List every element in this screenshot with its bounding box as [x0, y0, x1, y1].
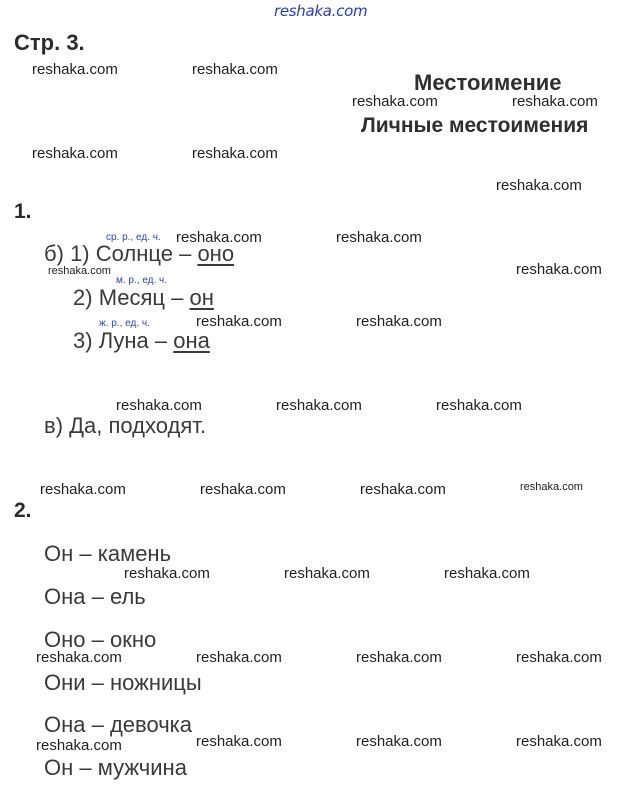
- topic-heading: Местоимение: [414, 70, 562, 95]
- watermark: reshaka.com: [520, 481, 583, 493]
- watermark: reshaka.com: [356, 733, 442, 750]
- watermark: reshaka.com: [32, 61, 118, 78]
- task-1-answer-v: в) Да, подходят.: [44, 413, 206, 438]
- task-2-line: Он – камень: [44, 541, 172, 566]
- item-number: 1): [70, 241, 90, 266]
- item-pronoun: он: [189, 285, 214, 310]
- item-word: Луна –: [98, 328, 174, 353]
- watermark: reshaka.com: [196, 313, 282, 330]
- item-number: 3): [73, 328, 93, 353]
- task-2-line: Он – мужчина: [44, 755, 187, 780]
- watermark: reshaka.com: [192, 61, 278, 78]
- subtopic-heading: Личные местоимения: [361, 114, 589, 137]
- watermark: reshaka.com: [196, 649, 282, 666]
- watermark: reshaka.com: [516, 733, 602, 750]
- watermark: reshaka.com: [36, 737, 122, 754]
- task-2-line: Оно – окно: [44, 627, 157, 652]
- watermark: reshaka.com: [336, 229, 422, 246]
- watermark: reshaka.com: [200, 481, 286, 498]
- item-word: Месяц –: [98, 285, 190, 310]
- task-1-item-3: [73, 328, 210, 354]
- item-number: 2): [73, 285, 93, 310]
- watermark: reshaka.com: [48, 265, 111, 277]
- watermark: reshaka.com: [512, 93, 598, 110]
- item-pronoun: оно: [197, 241, 235, 266]
- grammar-note: ж. р., ед. ч.: [99, 318, 150, 329]
- watermark: reshaka.com: [356, 313, 442, 330]
- task-2-line: Она – девочка: [44, 712, 193, 737]
- watermark: reshaka.com: [444, 565, 530, 582]
- task-1-item-2: [73, 285, 214, 311]
- watermark: reshaka.com: [176, 229, 262, 246]
- watermark: reshaka.com: [516, 261, 602, 278]
- task-2-line: Она – ель: [44, 584, 146, 609]
- watermark: reshaka.com: [436, 397, 522, 414]
- watermark: reshaka.com: [360, 481, 446, 498]
- grammar-note: м. р., ед. ч.: [116, 275, 168, 286]
- watermark: reshaka.com: [352, 93, 438, 110]
- watermark: reshaka.com: [356, 649, 442, 666]
- watermark: reshaka.com: [276, 397, 362, 414]
- watermark: reshaka.com: [284, 565, 370, 582]
- site-watermark-top: reshaka.com: [274, 2, 368, 20]
- watermark: reshaka.com: [192, 145, 278, 162]
- watermark: reshaka.com: [516, 649, 602, 666]
- watermark: reshaka.com: [196, 733, 282, 750]
- item-label-b: б): [44, 241, 64, 266]
- watermark: reshaka.com: [496, 177, 582, 194]
- watermark: reshaka.com: [124, 565, 210, 582]
- watermark: reshaka.com: [116, 397, 202, 414]
- watermark: reshaka.com: [32, 145, 118, 162]
- task-1-number: 1.: [14, 200, 32, 223]
- task-2-line: Они – ножницы: [44, 670, 202, 695]
- item-pronoun: она: [173, 328, 210, 353]
- task-2-number: 2.: [14, 499, 32, 522]
- watermark: reshaka.com: [40, 481, 126, 498]
- watermark: reshaka.com: [36, 649, 122, 666]
- item-word: Солнце –: [95, 241, 198, 266]
- grammar-note: ср. р., ед. ч.: [106, 232, 161, 243]
- page-title: Стр. 3.: [14, 30, 85, 55]
